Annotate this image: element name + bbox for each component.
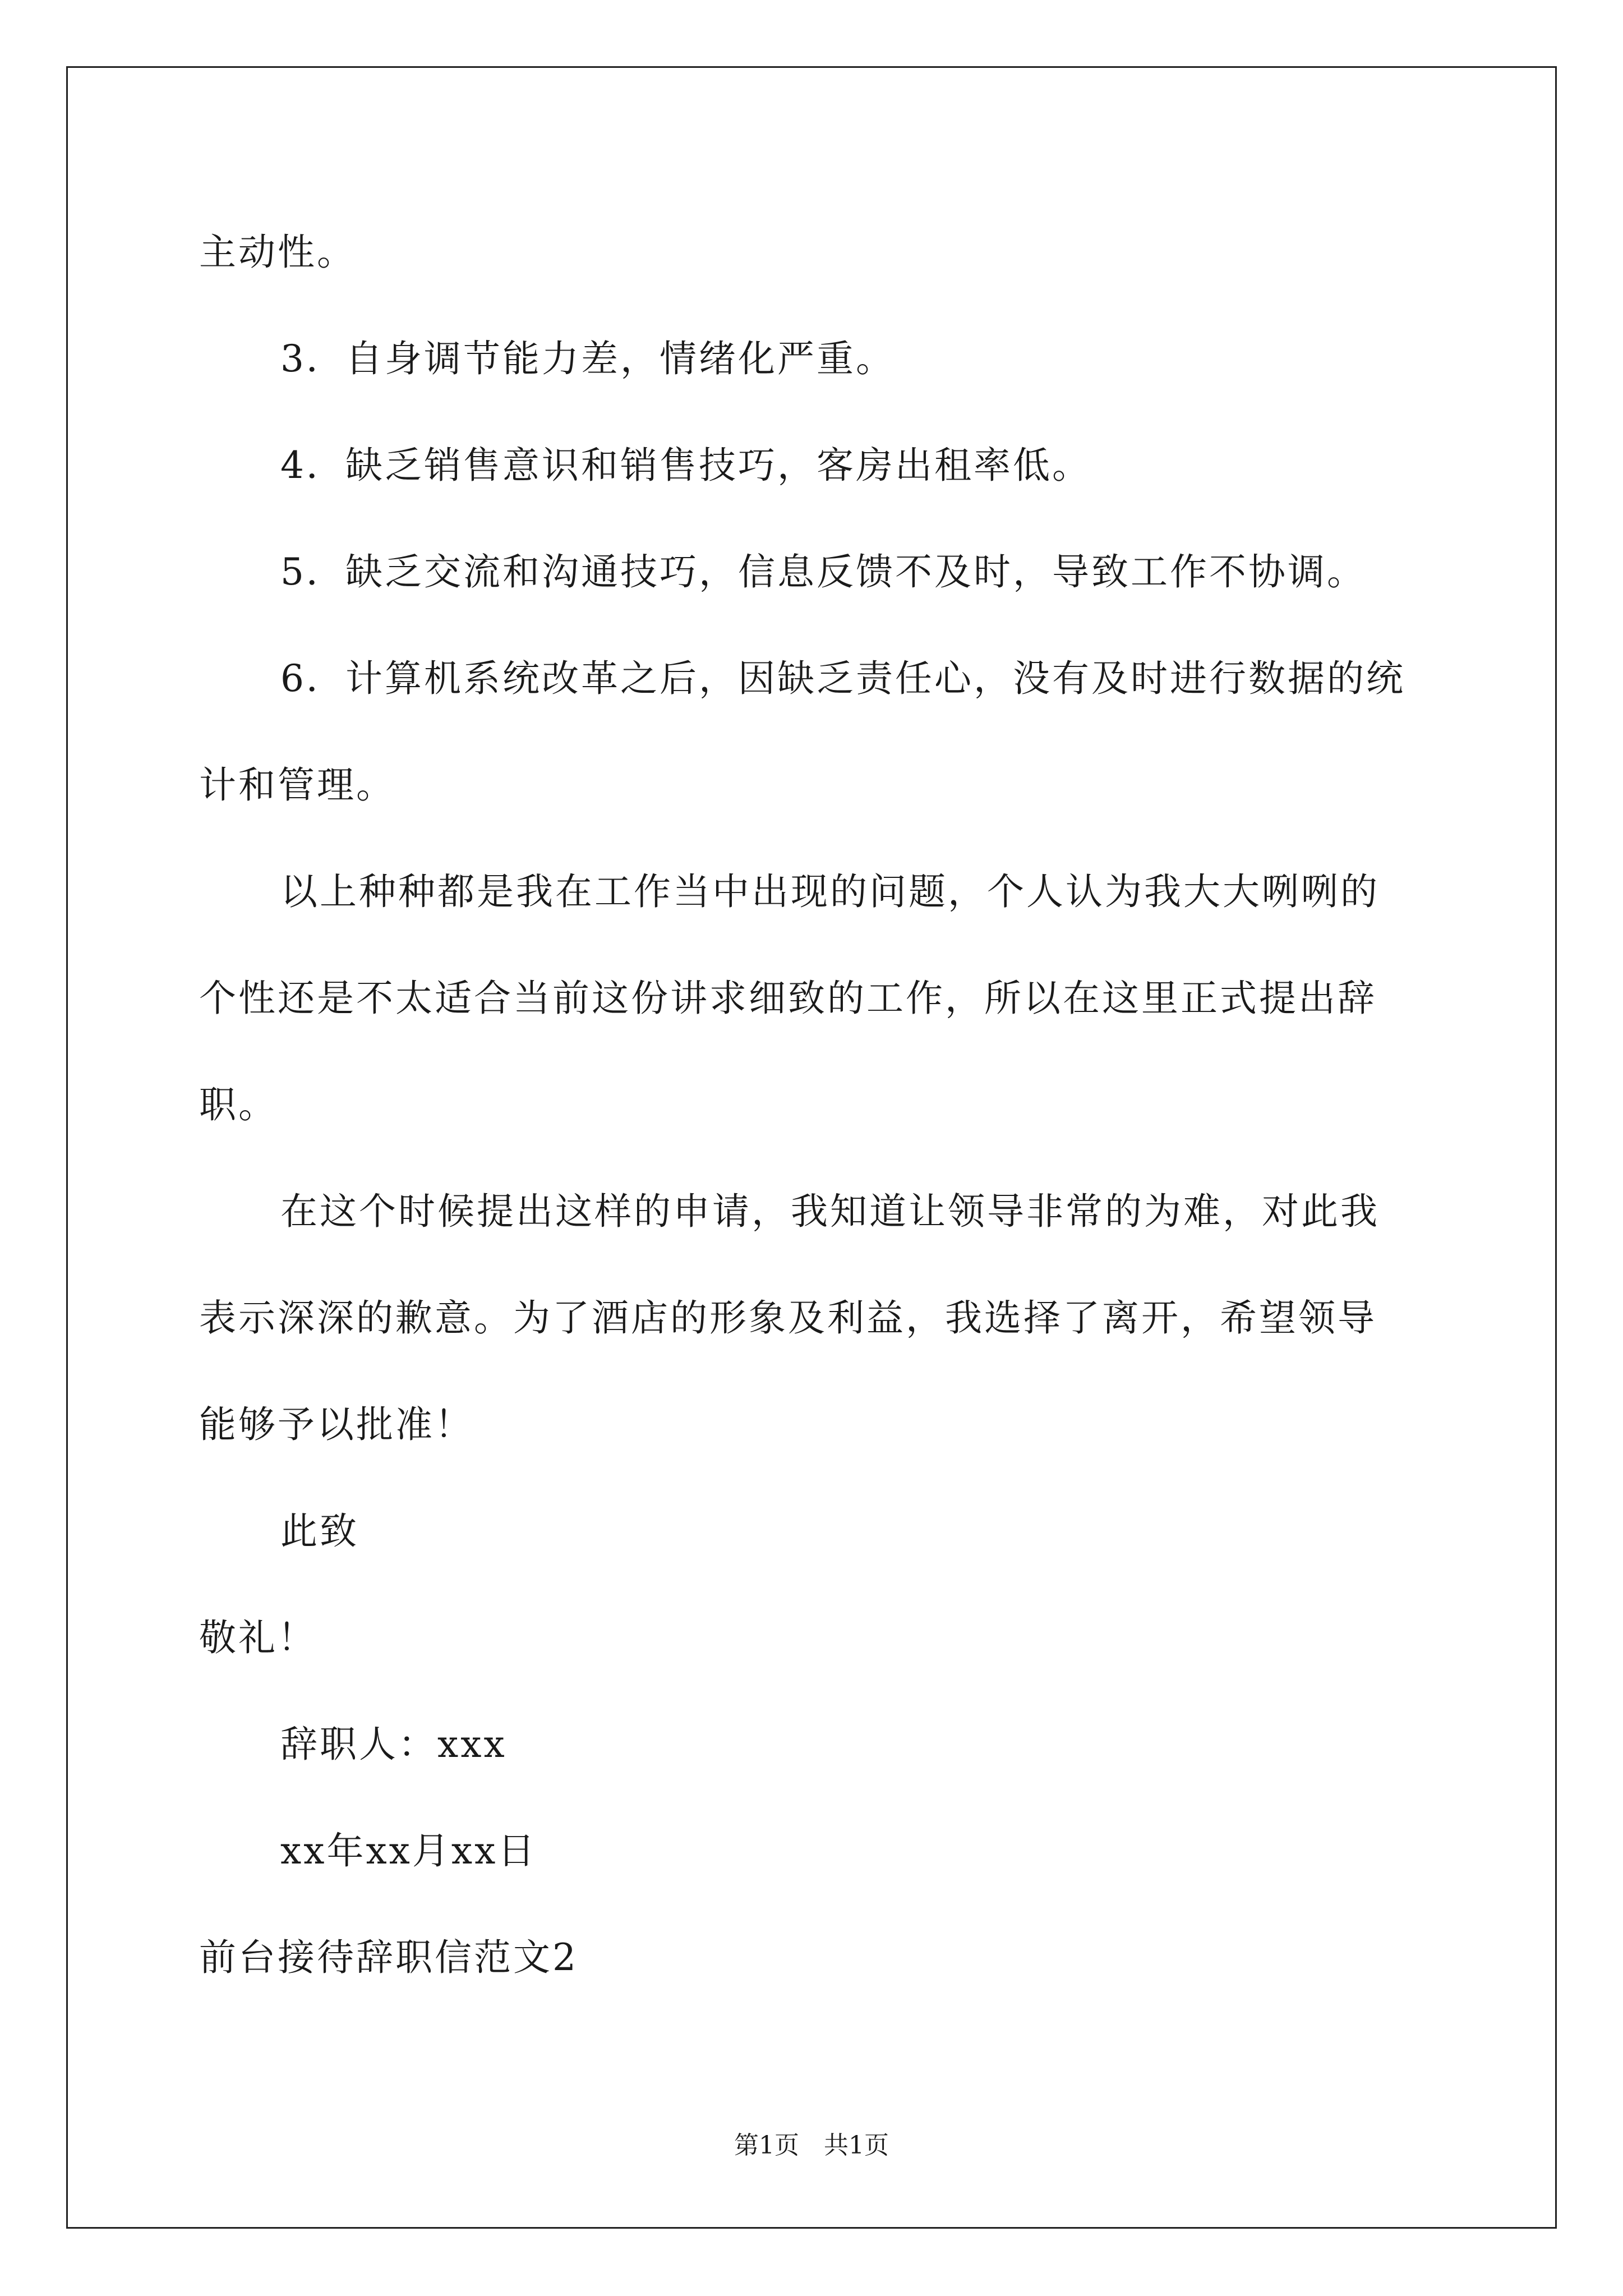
closing-salutation: 此致 — [280, 1510, 359, 1553]
closing-regards: 敬礼！ — [199, 1616, 317, 1659]
signature-name: 辞职人：xxx — [280, 1723, 507, 1766]
text-line: 4．缺乏销售意识和销售技巧，客房出租率低。 — [280, 444, 1091, 487]
page-border — [66, 66, 1557, 2229]
text-line: 3．自身调节能力差，情绪化严重。 — [280, 337, 895, 380]
text-line: 在这个时候提出这样的申请，我知道让领导非常的为难，对此我 — [280, 1190, 1380, 1233]
signature-date: xx年xx月xx日 — [280, 1829, 537, 1872]
section-heading: 前台接待辞职信范文2 — [199, 1936, 578, 1979]
text-line: 能够予以批准！ — [199, 1403, 474, 1446]
text-line: 职。 — [199, 1083, 278, 1126]
text-line: 5．缺乏交流和沟通技巧，信息反馈不及时，导致工作不协调。 — [280, 550, 1366, 593]
text-line: 表示深深的歉意。为了酒店的形象及利益，我选择了离开，希望领导 — [199, 1296, 1377, 1340]
text-line: 计和管理。 — [199, 763, 395, 807]
text-line: 主动性。 — [199, 231, 356, 274]
page-number: 第1页 共1页 — [734, 2131, 889, 2160]
text-line: 6．计算机系统改革之后，因缺乏责任心，没有及时进行数据的统 — [280, 657, 1405, 700]
text-line: 个性还是不太适合当前这份讲求细致的工作，所以在这里正式提出辞 — [199, 977, 1377, 1020]
text-line: 以上种种都是我在工作当中出现的问题，个人认为我大大咧咧的 — [280, 870, 1380, 913]
